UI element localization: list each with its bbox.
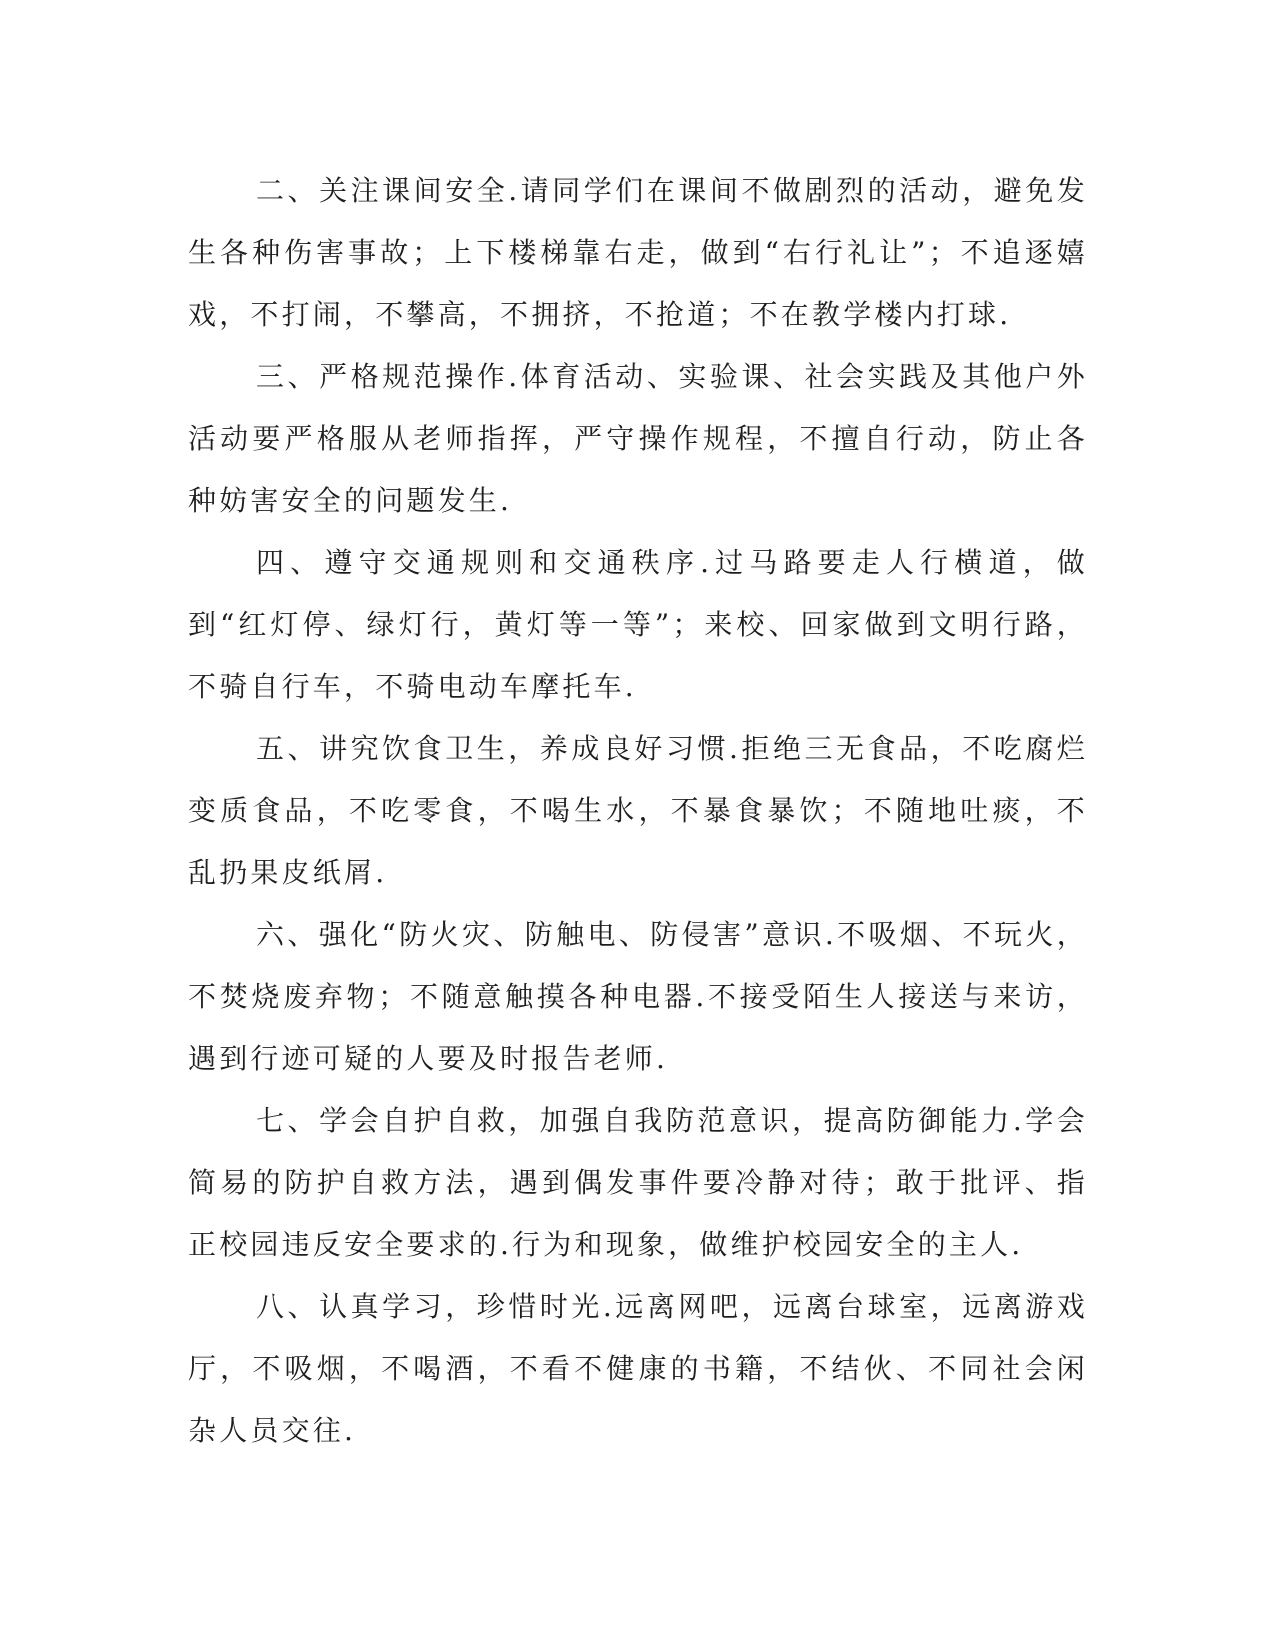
paragraph-2: 二、关注课间安全.请同学们在课间不做剧烈的活动，避免发生各种伤害事故；上下楼梯靠右走，做到“右行礼让”；不追逐嬉戏，不打闹，不攀高，不拥挤，不抢道；不在教学楼内打球. <box>188 174 1088 331</box>
paragraph-5: 五、讲究饮食卫生，养成良好习惯.拒绝三无食品，不吃腐烂变质食品，不吃零食，不喝生水，不暴食暴饮；不随地吐痰，不乱扔果皮纸屑. <box>188 732 1088 889</box>
paragraph-3: 三、严格规范操作.体育活动、实验课、社会实践及其他户外活动要严格服从老师指挥，严守操作规程，不擅自行动，防止各种妨害安全的问题发生. <box>188 360 1088 517</box>
document-body <box>188 160 1088 1462</box>
paragraph-8: 八、认真学习，珍惜时光.远离网吧，远离台球室，远离游戏厅，不吸烟，不喝酒，不看不健康的书籍，不结伙、不同社会闲杂人员交往. <box>188 1290 1088 1447</box>
paragraph-4: 四、遵守交通规则和交通秩序.过马路要走人行横道，做到“红灯停、绿灯行，黄灯等一等”；来校、回家做到文明行路，不骑自行车，不骑电动车摩托车. <box>188 546 1088 703</box>
paragraph-6: 六、强化“防火灾、防触电、防侵害”意识.不吸烟、不玩火，不焚烧废弃物；不随意触摸各种电器.不接受陌生人接送与来访，遇到行迹可疑的人要及时报告老师. <box>188 918 1088 1075</box>
paragraph-7: 七、学会自护自救，加强自我防范意识，提高防御能力.学会简易的防护自救方法，遇到偶发事件要冷静对待；敢于批评、指正校园违反安全要求的.行为和现象，做维护校园安全的主人. <box>188 1104 1088 1261</box>
